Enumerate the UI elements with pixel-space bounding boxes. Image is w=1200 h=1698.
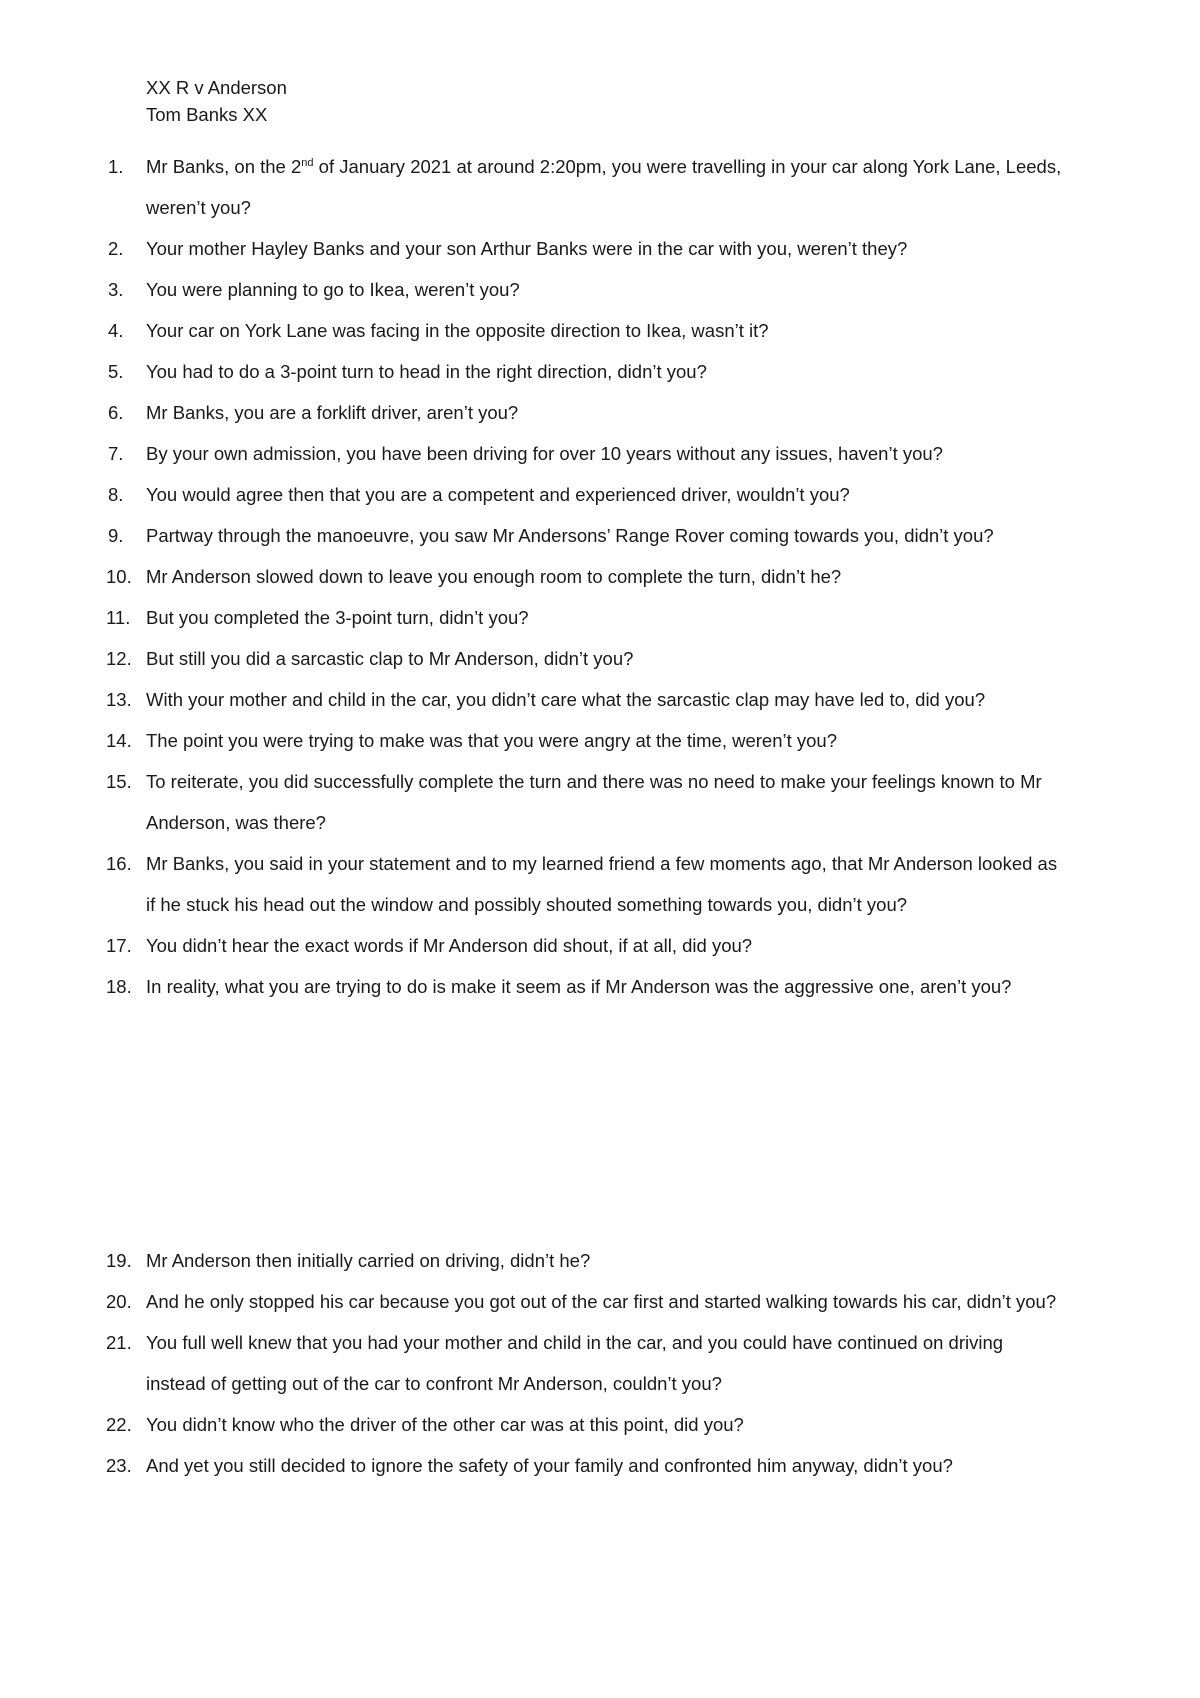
question-text: You had to do a 3-point turn to head in the right direction, didn’t you? <box>146 361 707 382</box>
question-text: Mr Anderson then initially carried on driving, didn’t he? <box>146 1250 591 1271</box>
question-text: To reiterate, you did successfully complete the turn and there was no need to make your feelings known to Mr Anderson, was there? <box>146 771 1042 833</box>
question-text: But still you did a sarcastic clap to Mr Anderson, didn’t you? <box>146 648 634 669</box>
question-item <box>0 433 1066 474</box>
document-header <box>146 74 287 128</box>
question-item <box>0 720 1066 761</box>
question-text: You didn’t know who the driver of the other car was at this point, did you? <box>146 1414 744 1435</box>
question-item <box>0 638 1066 679</box>
case-title: XX R v Anderson <box>146 77 287 98</box>
question-text: But you completed the 3-point turn, didn’t you? <box>146 607 529 628</box>
question-text: In reality, what you are trying to do is make it seem as if Mr Anderson was the aggressive one, aren’t you? <box>146 976 1012 997</box>
question-item <box>0 474 1066 515</box>
question-number: 2. <box>108 238 124 259</box>
question-item <box>0 1240 1066 1281</box>
question-item <box>0 1281 1066 1322</box>
question-number: 12. <box>106 648 132 669</box>
question-item <box>0 146 1066 228</box>
question-number: 13. <box>106 689 132 710</box>
question-text: You didn’t hear the exact words if Mr Anderson did shout, if at all, did you? <box>146 935 753 956</box>
question-item <box>0 392 1066 433</box>
question-item <box>0 1322 1066 1404</box>
question-item <box>0 597 1066 638</box>
question-number: 4. <box>108 320 124 341</box>
question-number: 21. <box>106 1332 132 1353</box>
ordinal-suffix: nd <box>301 156 314 169</box>
question-text: You were planning to go to Ikea, weren’t you? <box>146 279 520 300</box>
question-list-continued <box>0 1240 1200 1486</box>
question-number: 3. <box>108 279 124 300</box>
question-number: 5. <box>108 361 124 382</box>
question-text: With your mother and child in the car, you didn’t care what the sarcastic clap may have led to, did you? <box>146 689 986 710</box>
question-item <box>0 925 1066 966</box>
question-text: And he only stopped his car because you got out of the car first and started walking towards his car, didn’t you? <box>146 1291 1057 1312</box>
question-item <box>0 556 1066 597</box>
question-number: 22. <box>106 1414 132 1435</box>
question-number: 16. <box>106 853 132 874</box>
question-number: 10. <box>106 566 132 587</box>
question-number: 1. <box>108 156 124 177</box>
question-text: The point you were trying to make was that you were angry at the time, weren’t you? <box>146 730 838 751</box>
question-item <box>0 515 1066 556</box>
question-number: 6. <box>108 402 124 423</box>
question-text: Your car on York Lane was facing in the opposite direction to Ikea, wasn’t it? <box>146 320 769 341</box>
question-text: You full well knew that you had your mother and child in the car, and you could have continued on driving instead of getting out of the car to confront Mr Anderson, couldn’t you? <box>146 1332 1004 1394</box>
question-text: You would agree then that you are a competent and experienced driver, wouldn’t you? <box>146 484 850 505</box>
question-item <box>0 761 1066 843</box>
question-list <box>0 146 1200 1007</box>
question-number: 15. <box>106 771 132 792</box>
question-text: By your own admission, you have been driving for over 10 years without any issues, haven’t you? <box>146 443 943 464</box>
question-text: Partway through the manoeuvre, you saw Mr Andersons’ Range Rover coming towards you, didn’t you? <box>146 525 994 546</box>
question-item <box>0 1404 1066 1445</box>
question-item <box>0 843 1066 925</box>
question-item <box>0 1445 1066 1486</box>
question-text: Mr Banks, you said in your statement and to my learned friend a few moments ago, that Mr Anderson looked as if he stuck his head out the window and possibly shouted something towards you, didn’t you? <box>146 853 1058 915</box>
question-number: 20. <box>106 1291 132 1312</box>
question-number: 8. <box>108 484 124 505</box>
question-number: 19. <box>106 1250 132 1271</box>
question-item <box>0 679 1066 720</box>
question-text: Your mother Hayley Banks and your son Arthur Banks were in the car with you, weren’t they? <box>146 238 908 259</box>
question-text: Mr Banks, you are a forklift driver, aren’t you? <box>146 402 519 423</box>
question-item <box>0 310 1066 351</box>
question-item <box>0 228 1066 269</box>
question-item <box>0 351 1066 392</box>
question-text: Mr Banks, on the 2nd of January 2021 at around 2:20pm, you were travelling in your car along York Lane, Leeds, weren’t you? <box>146 156 1062 218</box>
question-number: 11. <box>106 607 131 628</box>
question-item <box>0 269 1066 310</box>
question-item <box>0 966 1066 1007</box>
question-number: 18. <box>106 976 132 997</box>
question-number: 7. <box>108 443 124 464</box>
question-number: 9. <box>108 525 124 546</box>
witness-name: Tom Banks XX <box>146 104 268 125</box>
question-text: Mr Anderson slowed down to leave you enough room to complete the turn, didn’t he? <box>146 566 842 587</box>
question-number: 17. <box>106 935 132 956</box>
question-number: 23. <box>106 1455 132 1476</box>
question-text: And yet you still decided to ignore the safety of your family and confronted him anyway, didn’t you? <box>146 1455 953 1476</box>
question-number: 14. <box>106 730 132 751</box>
